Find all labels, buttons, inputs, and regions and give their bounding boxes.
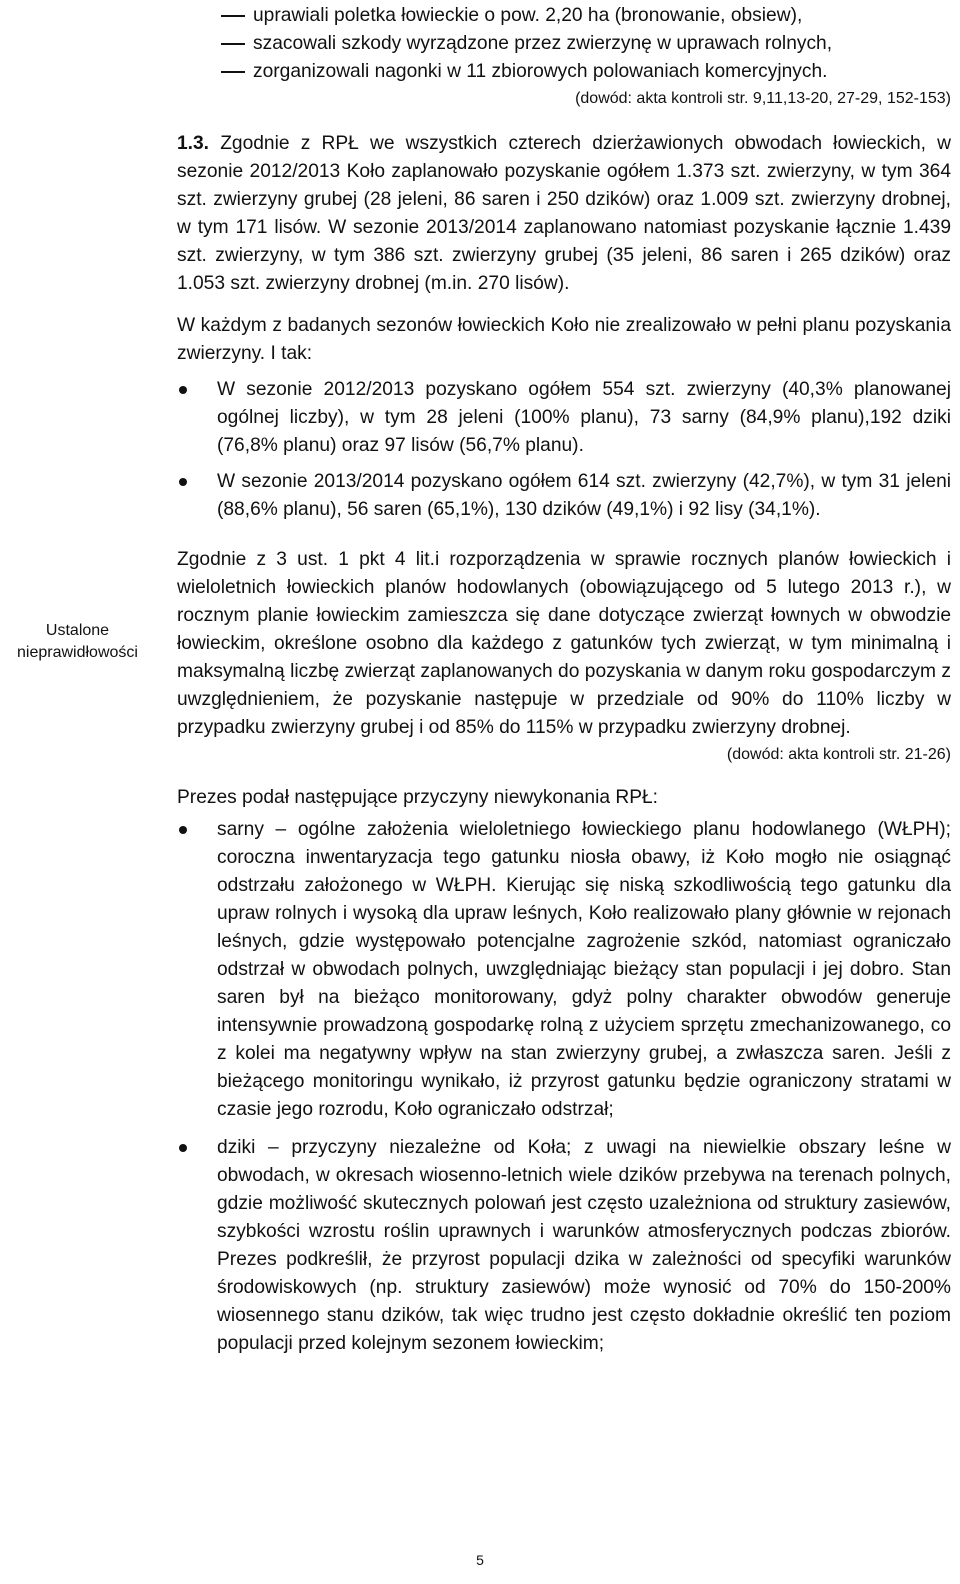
list-item: uprawiali poletka łowieckie o pow. 2,20 ha (bronowanie, obsiew),: [177, 2, 951, 30]
section-paragraph: [177, 130, 951, 298]
evidence-reference: (dowód: akta kontroli str. 9,11,13-20, 27-29, 152-153): [575, 90, 951, 107]
dash-bullet: [221, 15, 245, 17]
bullet-dot: [179, 386, 187, 394]
section-text: Zgodnie z RPŁ we wszystkich czterech dzierżawionych obwodach łowieckich, w sezonie 2012/2013 Koło zaplanowało pozyskanie ogółem 1.373 szt. zwierzyny, w tym 364 szt. zwierzyny grubej (28 jeleni, 86 saren i 250 dzików) oraz 1.009 szt. zwierzyny drobnej, w tym 171 lisów. W sezonie 2013/2014 zaplanowano natomiast pozyskanie łącznie 1.439 szt. zwierzyny, w tym 386 szt. zwierzyny grubej (35 jeleni, 86 saren i 265 dzików) oraz 1.053 szt. zwierzyny drobnej (m.in. 270 lisów).: [177, 133, 951, 294]
evidence-reference: (dowód: akta kontroli str. 21-26): [726, 746, 951, 763]
page-number: 5: [476, 1552, 484, 1568]
bullet-dot: [179, 826, 187, 834]
reasons-list: [177, 816, 951, 1358]
reasons-intro: Prezes podał następujące przyczyny niewykonania RPŁ:: [177, 787, 659, 808]
list-item: sarny – ogólne założenia wieloletniego łowieckiego planu hodowlanego (WŁPH); coroczna inwentaryzacja tego gatunku niosła obawy, iż Koło mogło nie osiągnąć odstrzału założonego w WŁPH. Kierując się niską szkodliwością tego gatunku dla upraw rolnych i wysoką dla upraw leśnych, Koło realizowało plany głównie w rejonach leśnych, gdzie występowało potencjalne zagrożenie szkód, natomiast ograniczało odstrzał w obwodach polnych, uwzględniając bieżący stan populacji i jej dobro. Stan saren był na bieżąco monitorowany, gdyż polny charakter obwodów generuje intensywnie prowadzoną gospodarkę rolną z użyciem sprzętu zmechanizowanego, co z kolei ma negatywny wpływ na stan zwierzyny grubej, a zwłaszcza saren. Jeśli z bieżącego monitoringu wynikało, iż przyrost gatunku będzie ograniczony stratami w czasie jego rozrodu, Koło ograniczało odstrzał;: [177, 816, 951, 1124]
list-item: dziki – przyczyny niezależne od Koła; z uwagi na niewielkie obszary leśne w obwodach, w okresach wiosenno-letnich wiele dzików przebywa na terenach polnych, gdzie możliwość skutecznych polowań jest często uzależniona od struktury zasiewów, szybkości wzrostu roślin uprawnych i warunków atmosferycznych podczas zbiorów. Prezes podkreślił, że przyrost populacji dzika w zależności od specyfiki warunków środowiskowych (np. struktury zasiewów) może wynosić od 70% do 150-200% wiosennego stanu dzików, tak więc trudno jest często dokładnie określić ten poziom populacji przed kolejnym sezonem łowieckim;: [177, 1134, 951, 1358]
list-item: W sezonie 2012/2013 pozyskano ogółem 554 szt. zwierzyny (40,3% planowanej ogólnej liczby), w tym 28 jeleni (100% planu), 73 sarny (84,9% planu),192 dziki (76,8% planu) oraz 97 lisów (56,7% planu).: [177, 376, 951, 460]
list-item: szacowali szkody wyrządzone przez zwierzynę w uprawach rolnych,: [177, 30, 951, 58]
dash-bullet: [221, 71, 245, 73]
bullet-dot: [179, 1144, 187, 1152]
list-item: zorganizowali nagonki w 11 zbiorowych polowaniach komercyjnych.: [177, 58, 951, 86]
legal-paragraph: Zgodnie z 3 ust. 1 pkt 4 lit.i rozporządzenia w sprawie rocznych planów łowieckich i wieloletnich łowieckich planów hodowlanych (obowiązującego od 5 lutego 2013 r.), w rocznym planie łowieckim zamieszcza się dane dotyczące zwierząt łownych w obwodzie łowieckim, określone osobno dla każdego z gatunków tych zwierząt, w tym minimalną i maksymalną liczbę zwierząt zaplanowanych do pozyskania w danym roku gospodarczym z uwzględnieniem, że pozyskanie następuje w przedziale od 90% do 110% liczby w przypadku zwierzyny grubej i od 85% do 115% w przypadku zwierzyny drobnej.: [177, 549, 951, 738]
section-number: 1.3.: [177, 133, 210, 154]
margin-note: Ustalone nieprawidłowości: [17, 622, 138, 661]
activity-list: [177, 2, 951, 86]
list-item: W sezonie 2013/2014 pozyskano ogółem 614 szt. zwierzyny (42,7%), w tym 31 jeleni (88,6% planu), 56 saren (65,1%), 130 dzików (49,1%) i 92 lisy (34,1%).: [177, 468, 951, 524]
findings-intro: W każdym z badanych sezonów łowieckich Koło nie zrealizowało w pełni planu pozyskania zwierzyny. I tak:: [177, 315, 951, 364]
bullet-dot: [179, 478, 187, 486]
dash-bullet: [221, 43, 245, 45]
main-content: [177, 2, 951, 1358]
findings-list: [177, 376, 951, 524]
